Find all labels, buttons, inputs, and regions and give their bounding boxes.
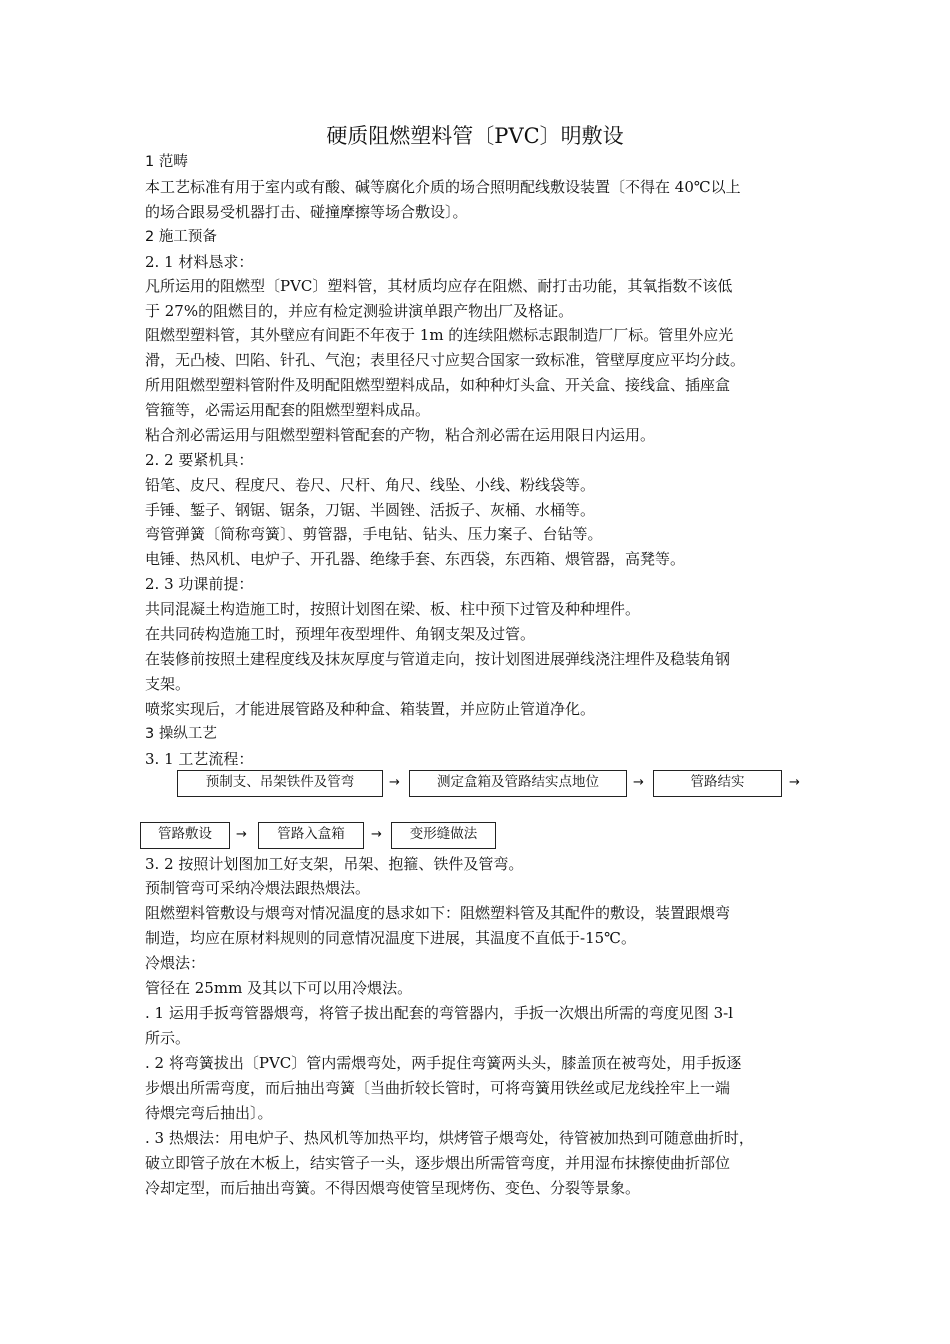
paragraph: 阻燃型塑料管，其外壁应有间距不年夜于 1m 的连续阻燃标志跟制造厂厂标。管里外应光 bbox=[145, 326, 734, 344]
paragraph: 于 27%的阻燃目的，并应有检定测验讲演单跟产物出厂及格证。 bbox=[145, 302, 574, 320]
paragraph: 粘合剂必需运用与阻燃型塑料管配套的产物，粘合剂必需在运用限日内运用。 bbox=[145, 426, 656, 444]
paragraph: . 2 将弯簧拔出〔PVC〕管内需煨弯处，两手捉住弯簧两头头，膝盖顶在被弯处，用手扳逐 bbox=[145, 1054, 742, 1072]
paragraph: 的场合跟易受机器打击、碰撞摩擦等场合敷设〕。 bbox=[145, 203, 468, 221]
flow-arrow: → bbox=[389, 775, 400, 790]
paragraph: 阻燃塑料管敷设与煨弯对情况温度的恳求如下：阻燃塑料管及其配件的敷设，装置跟煨弯 bbox=[145, 904, 731, 922]
flow-step-1: 预制支、吊架铁件及管弯 bbox=[177, 770, 383, 797]
subsection-heading: 2. 3 功课前提： bbox=[145, 575, 254, 593]
paragraph: 喷浆实现后，才能进展管路及种种盒、箱装置，并应防止管道净化。 bbox=[145, 700, 596, 718]
paragraph: 支架。 bbox=[145, 675, 191, 693]
subsection-heading: 2. 2 要紧机具： bbox=[145, 451, 254, 469]
subsection-heading: 3. 2 按照计划图加工好支架，吊架、抱箍、铁件及管弯。 bbox=[145, 855, 524, 873]
paragraph: 破立即管子放在木板上，结实管子一头，逐步煨出所需管弯度，并用湿布抹擦使曲折部位 bbox=[145, 1154, 731, 1172]
paragraph: . 1 运用手扳弯管器煨弯，将管子拔出配套的弯管器内，手扳一次煨出所需的弯度见图 3-l bbox=[145, 1004, 734, 1022]
tools-line: 弯管弹簧〔简称弯簧〕、剪管器，手电钻、钻头、压力案子、台钻等。 bbox=[145, 525, 603, 543]
paragraph: 所示。 bbox=[145, 1029, 191, 1047]
subsection-heading: 2. 1 材料恳求： bbox=[145, 253, 254, 271]
subsection-heading: 3. 1 工艺流程： bbox=[145, 750, 254, 768]
paragraph: 凡所运用的阻燃型〔PVC〕塑料管，其材质均应存在阻燃、耐打击功能，其氧指数不该低 bbox=[145, 277, 733, 295]
flow-arrow: → bbox=[633, 775, 644, 790]
paragraph: 步煨出所需弯度，而后抽出弯簧〔当曲折较长管时，可将弯簧用铁丝或尼龙线拴牢上一端 bbox=[145, 1079, 731, 1097]
paragraph: . 3 热煨法：用电炉子、热风机等加热平均，烘烤管子煨弯处，待管被加热到可随意曲折时， bbox=[145, 1129, 754, 1147]
flow-step-6: 变形缝做法 bbox=[391, 822, 496, 849]
document-title: 硬质阻燃塑料管〔PVC〕明敷设 bbox=[326, 124, 624, 148]
paragraph: 共同混凝土构造施工时，按照计划图在梁、板、柱中预下过管及种种埋件。 bbox=[145, 600, 641, 618]
section-2-heading: 2 施工预备 bbox=[145, 229, 217, 245]
flow-step-4: 管路敷设 bbox=[140, 822, 230, 849]
section-3-heading: 3 操纵工艺 bbox=[145, 726, 217, 742]
paragraph: 预制管弯可采纳冷煨法跟热煨法。 bbox=[145, 879, 371, 897]
paragraph: 所用阻燃型塑料管附件及明配阻燃型塑料成品，如种种灯头盒、开关盒、接线盒、插座盒 bbox=[145, 376, 731, 394]
tools-line: 手锤、錾子、钢锯、锯条，刀锯、半圆锉、活扳子、灰桶、水桶等。 bbox=[145, 501, 596, 519]
tools-line: 电锤、热风机、电炉子、开孔器、绝缘手套、东西袋，东西箱、煨管器，高凳等。 bbox=[145, 550, 686, 568]
paragraph: 管箍等，必需运用配套的阻燃型塑料成品。 bbox=[145, 401, 431, 419]
flow-step-3: 管路结实 bbox=[653, 770, 782, 797]
flow-arrow: → bbox=[789, 775, 800, 790]
flow-arrow: → bbox=[236, 827, 247, 842]
paragraph: 在共同砖构造施工时，预埋年夜型埋件、角钢支架及过管。 bbox=[145, 625, 536, 643]
paragraph: 管径在 25mm 及其以下可以用冷煨法。 bbox=[145, 979, 413, 997]
tools-line: 铅笔、皮尺、程度尺、卷尺、尺杆、角尺、线坠、小线、粉线袋等。 bbox=[145, 476, 596, 494]
paragraph: 制造，均应在原材料规则的同意情况温度下进展，其温度不直低于-15℃。 bbox=[145, 929, 636, 947]
paragraph: 滑，无凸棱、凹陷、针孔、气泡；表里径尺寸应契合国家一致标准，管壁厚度应平均分歧。 bbox=[145, 351, 746, 369]
flow-step-2: 测定盒箱及管路结实点地位 bbox=[409, 770, 627, 797]
paragraph: 冷却定型，而后抽出弯簧。不得因煨弯使管呈现烤伤、变色、分裂等景象。 bbox=[145, 1179, 641, 1197]
flow-arrow: → bbox=[371, 827, 382, 842]
flow-step-5: 管路入盒箱 bbox=[258, 822, 364, 849]
paragraph: 在装修前按照土建程度线及抹灰厚度与管道走向，按计划图进展弹线浇注埋件及稳装角钢 bbox=[145, 650, 731, 668]
paragraph: 待煨完弯后抽出〕。 bbox=[145, 1104, 273, 1122]
paragraph: 冷煨法： bbox=[145, 954, 206, 972]
section-1-heading: 1 范畴 bbox=[145, 154, 188, 170]
paragraph: 本工艺标准有用于室内或有酸、碱等腐化介质的场合照明配线敷设装置〔不得在 40℃以上 bbox=[145, 178, 741, 196]
